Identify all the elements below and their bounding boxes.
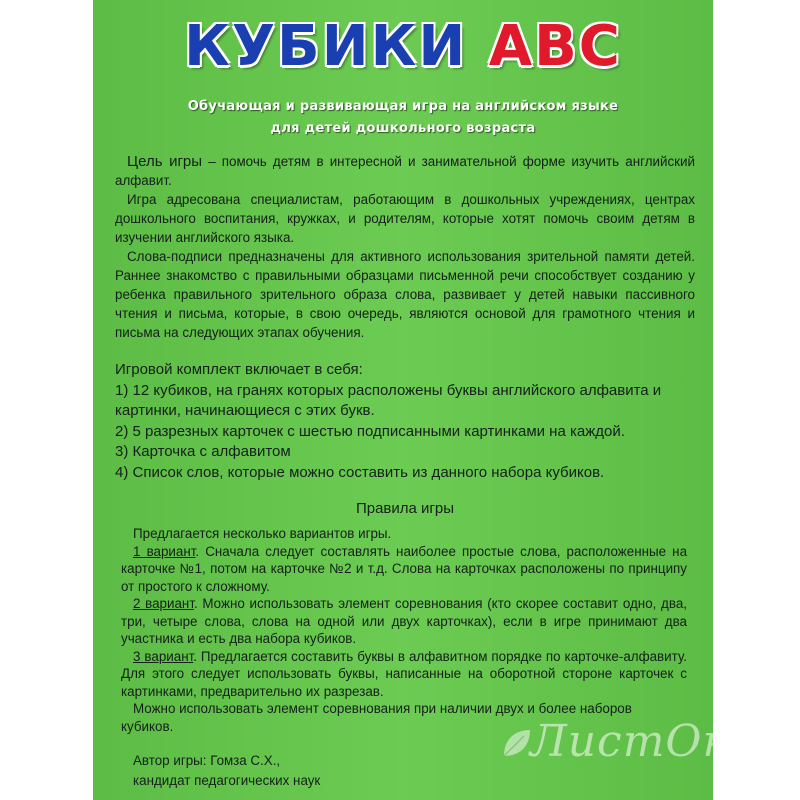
game-box-back: [93, 0, 713, 800]
kit-section: [115, 360, 695, 483]
rules-closing: Можно использовать элемент соревнования при наличии двух и более наборов кубиков.: [121, 701, 632, 734]
variant-label: 2 вариант: [133, 596, 194, 611]
variant-text: . Предлагается составить буквы в алфавитном порядке по карточке-алфавиту. Для этого следует использовать буквы, написанные на оборотной стороне карточек с картинками, предварительно их разрезав.: [121, 648, 688, 699]
watermark-text: ЛистОк!: [530, 716, 749, 767]
variant-label: 3 вариант: [133, 648, 194, 664]
rules-variant: [121, 595, 687, 648]
page-title: [93, 14, 713, 80]
author-name: Автор игры: Гомза С.Х.,: [133, 753, 281, 768]
audience-paragraph: Игра адресована специалистам, работающим в дошкольных учреждениях, центрах дошкольного воспитания, кружках, и родителям, которые хотят помочь своим детям в изучении английского языка.: [115, 192, 695, 245]
subtitle-line-2: для детей дошкольного возраста: [270, 121, 536, 136]
rules-heading: Правила игры: [355, 500, 455, 517]
subtitle: [93, 96, 713, 140]
leaf-icon: [500, 726, 534, 760]
kit-item: 3) Карточка с алфавитом: [115, 443, 291, 460]
description-body: [115, 152, 695, 791]
rules-intro: Предлагается несколько вариантов игры.: [133, 526, 392, 541]
variant-label: 1 вариант: [133, 543, 196, 559]
watermark: [500, 716, 780, 782]
title-word-kubiki: КУБИКИ: [184, 14, 468, 79]
variant-text: . Можно использовать элемент соревнования (кто скорее составит одно, два, три, четыре слова, слова на одной или двух карточках), если в игре принимают два участника и есть два набора кубиков.: [121, 596, 687, 646]
captions-paragraph: Слова-подписи предназначены для активного использования зрительной памяти детей. Раннее знакомство с правильными образцами письменной речи способствует созданию у ребенка правильного зрительного образа слова, развивает у детей навыки пассивного чтения и письма, которые, в свою очередь, являются основой для грамотного чтения и письма на следующих этапах обучения.: [115, 249, 695, 340]
author-degree: кандидат педагогических наук: [133, 773, 321, 788]
goal-paragraph: [115, 152, 695, 190]
kit-item: 4) Список слов, которые можно составить из данного набора кубиков.: [115, 463, 605, 481]
subtitle-line-1: Обучающая и развивающая игра на английском языке: [187, 99, 619, 114]
kit-item: 1) 12 кубиков, на гранях которых расположены буквы английского алфавита и картинки, начинающиеся с этих букв.: [115, 381, 662, 419]
rules-variant: [121, 543, 687, 596]
title-word-abc: ABC: [488, 14, 622, 79]
goal-label: Цель игры: [127, 153, 203, 170]
variant-text: . Сначала следует составлять наиболее простые слова, расположенные на карточке №1, потом на карточке №2 и т.д. Слова на карточках расположены по принципу от простого к сложному.: [121, 543, 688, 594]
kit-item: 2) 5 разрезных карточек с шестью подписанными картинками на каждой.: [115, 422, 625, 440]
kit-heading: Игровой комплект включает в себя:: [115, 361, 363, 378]
rules-variant: [121, 648, 687, 701]
goal-text: – помочь детям в интересной и занимательной форме изучить английский алфавит.: [115, 154, 695, 188]
